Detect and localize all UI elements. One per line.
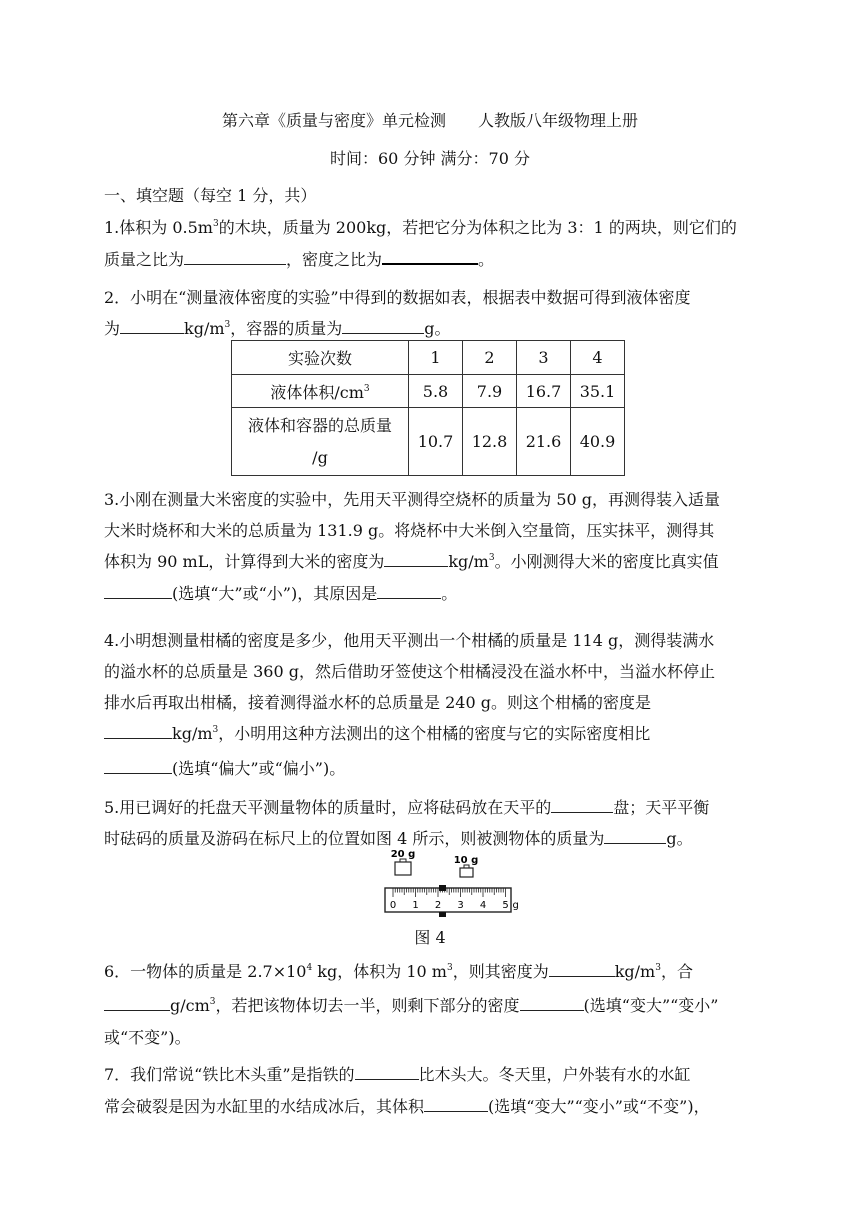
- table-header-cell: 液体和容器的总质量 /g: [232, 408, 409, 476]
- answer-blank[interactable]: [549, 962, 615, 977]
- title-text: 第六章《质量与密度》单元检测: [221, 111, 446, 130]
- figure-caption: 图 4: [414, 928, 446, 947]
- question-3-line-3: 体积为 90 mL，计算得到大米的密度为 $kg/m^3$。小刚测得大米的密度比真实值: [104, 552, 719, 571]
- ruler-unit-label: g: [512, 900, 519, 911]
- table-header-cell: 实验次数: [232, 341, 409, 375]
- question-4-line-3: 排水后再取出柑橘，接着测得溢水杯的总质量是 240 g。则这个柑橘的密度是: [104, 693, 651, 712]
- ruler-tick-label: 3: [457, 900, 464, 911]
- table-row: [232, 341, 625, 375]
- answer-blank[interactable]: [384, 552, 448, 567]
- page-title: [0, 108, 860, 131]
- answer-blank[interactable]: [104, 584, 172, 599]
- section-heading: 一、填空题（每空 1 分，共）: [104, 186, 317, 205]
- answer-blank[interactable]: [104, 996, 170, 1011]
- answer-blank[interactable]: [342, 319, 424, 334]
- ruler-tick-label: 0: [389, 900, 397, 911]
- table-cell: 10.7: [409, 408, 463, 476]
- title-edition: 人教版八年级物理上册: [478, 111, 639, 130]
- question-3-line-1: 3.小刚在测量大米密度的实验中，先用天平测得空烧杯的质量为 50 g，再测得装入适量: [104, 490, 721, 509]
- question-5-line-1: 5.用已调好的托盘天平测量物体的质量时，应将砝码放在天平的 盘；天平平衡: [104, 798, 710, 817]
- question-5-line-2: 时砝码的质量及游码在标尺上的位置如图 4 所示，则被测物体的质量为 g。: [104, 829, 693, 848]
- answer-blank[interactable]: [355, 1065, 419, 1080]
- table-cell: 12.8: [463, 408, 517, 476]
- question-6-line-3: 或“不变”)。: [104, 1028, 191, 1047]
- table-row: [232, 375, 625, 408]
- ruler-tick-label: 2: [434, 900, 442, 911]
- table-cell: 4: [571, 341, 625, 375]
- question-6-line-1: 6．一物体的质量是 $2.7\times 10^4$ kg，体积为 10 $m^3$，则其密度为 $kg/m^3$，合: [104, 962, 693, 981]
- answer-blank[interactable]: [604, 829, 666, 844]
- question-3-line-4: (选填“大”或“小”)，其原因是 。: [104, 581, 764, 604]
- table-cell: 16.7: [517, 375, 571, 408]
- balance-scale-figure: [380, 848, 520, 918]
- ruler-tick-label: 5: [502, 900, 509, 911]
- answer-blank[interactable]: [520, 996, 584, 1011]
- weight-20g-label: 20 g: [390, 849, 416, 860]
- question-4-line-1: 4.小明想测量柑橘的密度是多少，他用天平测出一个柑橘的质量是 114 g，测得装满水: [104, 631, 715, 650]
- data-table: [231, 340, 625, 476]
- answer-blank[interactable]: [424, 1097, 488, 1112]
- question-4-line-5: (选填“偏大”或“偏小”)。: [104, 756, 764, 779]
- table-cell: 5.8: [409, 375, 463, 408]
- table-cell: 7.9: [463, 375, 517, 408]
- question-6-line-2: $g/cm^3$，若把该物体切去一半，则剩下部分的密度 (选填“变大”“变小”: [104, 993, 764, 1016]
- rider-block: [439, 912, 446, 917]
- table-cell: 2: [463, 341, 517, 375]
- answer-blank[interactable]: [120, 319, 184, 334]
- answer-blank[interactable]: [184, 250, 286, 265]
- table-cell: 35.1: [571, 375, 625, 408]
- exam-info: 时间：60 分钟 满分：70 分: [330, 149, 530, 168]
- answer-blank[interactable]: [551, 798, 613, 813]
- answer-blank[interactable]: [382, 249, 478, 265]
- ruler-tick-label: 4: [479, 900, 487, 911]
- rider-block: [439, 885, 446, 891]
- table-header-cell: 液体体积$/cm^3$: [232, 375, 409, 408]
- answer-blank[interactable]: [377, 584, 441, 599]
- weight-10g-icon: [460, 865, 473, 877]
- answer-blank[interactable]: [104, 759, 172, 774]
- question-2-line-2: 为 $kg/m^3$，容器的质量为 g。: [104, 319, 451, 338]
- table-row: [232, 408, 625, 476]
- question-3-line-2: 大米时烧杯和大米的总质量为 131.9 g。将烧杯中大米倒入空量筒，压实抹平，测得其: [104, 521, 715, 540]
- weight-10g-label: 10 g: [453, 855, 479, 866]
- weight-20g-icon: [395, 859, 411, 875]
- question-1-line-2: 质量之比为 ，密度之比为 。: [104, 250, 495, 269]
- table-cell: 21.6: [517, 408, 571, 476]
- answer-blank[interactable]: [104, 724, 172, 739]
- question-7-line-1: 7．我们常说“铁比木头重”是指铁的 比木头大。冬天里，户外装有水的水缸: [104, 1065, 691, 1084]
- question-4-line-4: $kg/m^3$，小明用这种方法测出的这个柑橘的密度与它的实际密度相比: [104, 721, 764, 744]
- question-4-line-2: 的溢水杯的总质量是 360 g，然后借助牙签使这个柑橘浸没在溢水杯中，当溢水杯停止: [104, 662, 715, 681]
- table-cell: 40.9: [571, 408, 625, 476]
- question-7-line-2: 常会破裂是因为水缸里的水结成冰后，其体积 (选填“变大”“变小”或“不变”)，: [104, 1097, 710, 1116]
- question-1-line-1: 1.体积为 $0.5m^3$的木块，质量为 200kg，若把它分为体积之比为 3：1 的两块，则它们的: [104, 218, 737, 237]
- table-cell: 1: [409, 341, 463, 375]
- question-2-line-1: 2．小明在“测量液体密度的实验”中得到的数据如表，根据表中数据可得到液体密度: [104, 288, 691, 307]
- table-cell: 3: [517, 341, 571, 375]
- ruler-tick-label: 1: [412, 900, 419, 911]
